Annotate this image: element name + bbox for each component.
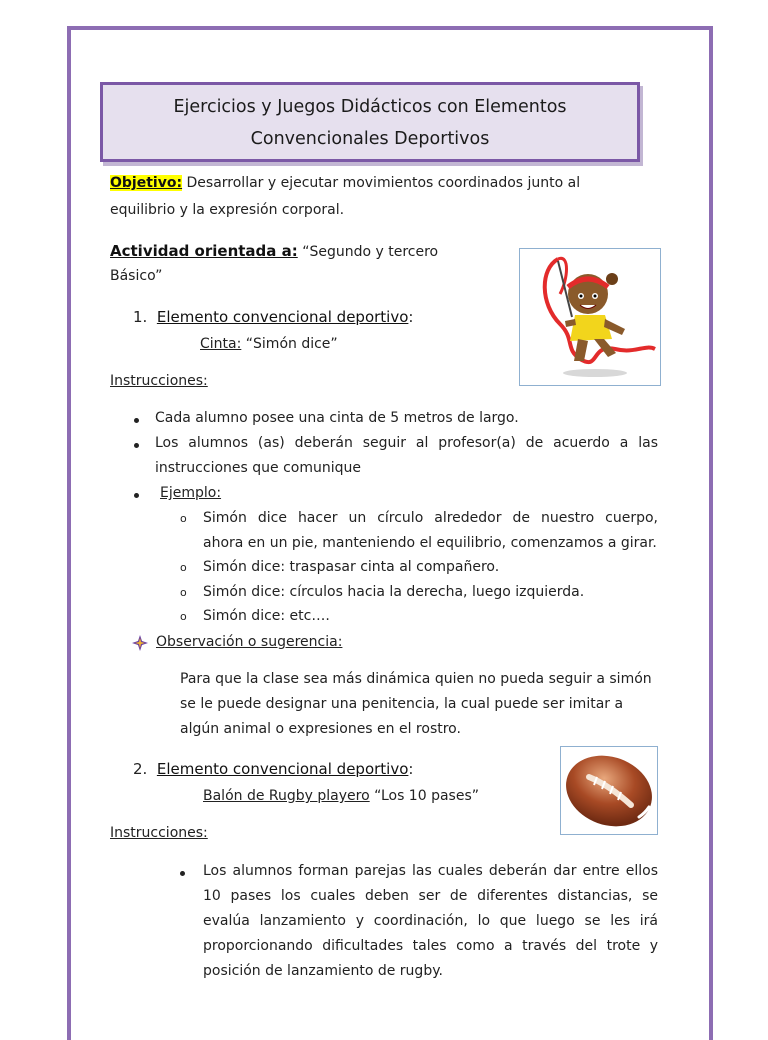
section2-line-3: evalúa lanzamiento y coordinación, lo que luego se les irá	[203, 913, 658, 929]
objetivo-label: Objetivo:	[110, 175, 183, 191]
section1-colon: :	[408, 308, 414, 326]
section1-heading	[133, 308, 413, 326]
section2-sub-value: “Los 10 pases”	[374, 788, 479, 804]
ribbon-girl-image	[519, 248, 661, 386]
actividad-text-1: “Segundo y tercero	[302, 244, 439, 260]
ribbon-girl-illustration	[520, 249, 660, 385]
section2-subtitle	[203, 788, 479, 804]
section1-obs-label: Observación o sugerencia:	[156, 634, 343, 650]
section2-line-4: proporcionando dificultades tales como a través del trote y	[203, 938, 658, 954]
objetivo-text-2: equilibrio y la expresión corporal.	[110, 202, 345, 218]
bullet-dot	[180, 871, 185, 876]
bullet-dot	[134, 443, 139, 448]
section1-sub-value: “Simón dice”	[245, 336, 338, 352]
actividad-text-2: Básico”	[110, 268, 163, 284]
section1-bullet-2: Los alumnos (as) deberán seguir al profesor(a) de acuerdo a las	[155, 435, 658, 451]
section1-obs-1: Para que la clase sea más dinámica quien no pueda seguir a simón	[180, 671, 652, 687]
section2-colon: :	[408, 760, 414, 778]
section1-obs-2: se le puede designar una penitencia, la cual puede ser imitar a	[180, 696, 624, 712]
section1-heading-text: Elemento convencional deportivo	[156, 308, 409, 326]
actividad-line-1	[110, 242, 438, 260]
title-line-2: Convencionales Deportivos	[250, 129, 490, 149]
title-line-1: Ejercicios y Juegos Didácticos con Elementos	[173, 97, 567, 117]
section2-line-5: posición de lanzamiento de rugby.	[203, 963, 443, 979]
section1-sub-label: Cinta:	[200, 336, 242, 352]
section2-heading	[133, 760, 413, 778]
circle-bullet: o	[180, 610, 187, 623]
circle-bullet: o	[180, 586, 187, 599]
section1-bullet-1: Cada alumno posee una cinta de 5 metros de largo.	[155, 410, 519, 426]
objetivo-line-1	[110, 175, 580, 191]
section2-line-2: 10 pases los cuales deben ser de diferentes distancias, se	[203, 888, 658, 904]
section1-bullet-2b: instrucciones que comunique	[155, 460, 361, 476]
circle-bullet: o	[180, 512, 187, 525]
section1-example-2: Simón dice: traspasar cinta al compañero.	[203, 559, 500, 575]
section1-ejemplo: Ejemplo:	[160, 485, 222, 501]
section1-example-1: Simón dice hacer un círculo alrededor de nuestro cuerpo,	[203, 510, 658, 526]
section1-obs-3: algún animal o expresiones en el rostro.	[180, 721, 461, 737]
title-box	[100, 82, 640, 162]
section1-example-3: Simón dice: círculos hacia la derecha, luego izquierda.	[203, 584, 585, 600]
section1-instrucciones: Instrucciones:	[110, 373, 208, 389]
rugby-ball-illustration	[561, 747, 657, 834]
section1-example-4: Simón dice: etc….	[203, 608, 330, 624]
rugby-ball-image	[560, 746, 658, 835]
section1-number: 1.	[133, 308, 148, 326]
section2-sub-label: Balón de Rugby playero	[203, 788, 370, 804]
actividad-label: Actividad orientada a:	[110, 242, 298, 260]
section2-number: 2.	[133, 760, 148, 778]
bullet-dot	[134, 493, 139, 498]
circle-bullet: o	[180, 561, 187, 574]
section2-heading-text: Elemento convencional deportivo	[156, 760, 409, 778]
objetivo-text-1: Desarrollar y ejecutar movimientos coordinados junto al	[186, 175, 581, 191]
bullet-dot	[134, 418, 139, 423]
section2-instrucciones: Instrucciones:	[110, 825, 208, 841]
star-bullet-icon	[132, 635, 148, 651]
section2-line-1: Los alumnos forman parejas las cuales deberán dar entre ellos	[203, 863, 658, 879]
section1-example-1b: ahora en un pie, manteniendo el equilibrio, comenzamos a girar.	[203, 535, 657, 551]
section1-subtitle	[200, 336, 338, 352]
